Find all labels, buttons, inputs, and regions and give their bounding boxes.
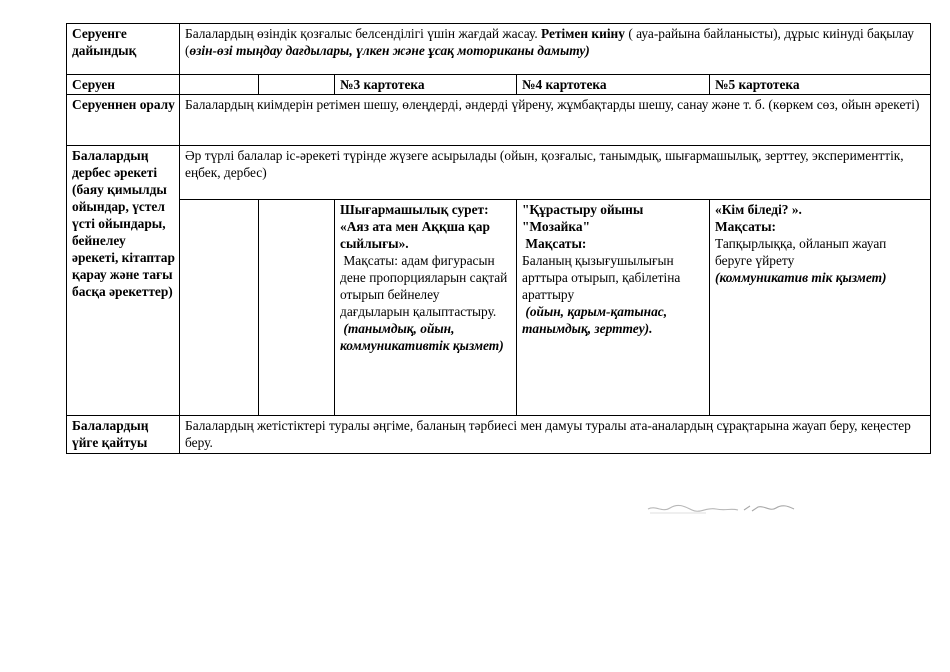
walk-preparation-text: [180, 24, 931, 75]
card-5-label: №5 картотека: [710, 75, 931, 95]
activity-1-title: Шығармашылық сурет: «Аяз ата мен Аққша қар сыйлығы».: [340, 202, 490, 251]
activity-3-title: «Кім біледі? ».: [715, 202, 802, 217]
independent-activity-label: Балалардың дербес әрекеті (баяу қимылды ойындар, үстел үсті ойындары, бейнелеу әрекеті, кітаптар қарау және тағы басқа әрекеттер): [67, 146, 180, 416]
row-return: [67, 95, 931, 146]
activity-3-tags: (коммуникатив тік қызмет): [715, 270, 887, 285]
row-walk: [67, 75, 931, 95]
walk-empty-cell: [180, 75, 259, 95]
row-going-home: [67, 416, 931, 454]
activity-2-tags: (ойын, қарым-қатынас, танымдық, зерттеу).: [522, 304, 668, 336]
row-independent-activity: [67, 146, 931, 200]
prep-text-part: Балалардың өзіндік қозғалыс белсенділігі үшін жағдай жасау.: [185, 26, 542, 41]
activity-2-title: "Құрастыру ойыны "Мозайка": [522, 202, 644, 234]
going-home-label: Балалардың үйге қайтуы: [67, 416, 180, 454]
activity-3-goal-label: Мақсаты:: [715, 219, 776, 234]
return-label: Серуеннен оралу: [67, 95, 180, 146]
activity-1-goal: адам фигурасын дене пропорцияларын сақтай отырып бейнелеу дағдыларын қалыптастыру.: [340, 253, 508, 319]
activity-1-cell: [335, 200, 517, 416]
activity-1-goal-label: Мақсаты:: [343, 253, 398, 268]
activity-3-cell: [710, 200, 931, 416]
return-text: Балалардың киімдерін ретімен шешу, өлеңдерді, әндерді үйрену, жұмбақтарды шешу, санау және т. б. (көркем сөз, ойын әрекеті): [180, 95, 931, 146]
prep-text-part: ( ауа-райына байланысты), дұрыс киінуді бақылау (: [185, 26, 914, 58]
row-walk-preparation: [67, 24, 931, 75]
walk-empty-cell: [259, 75, 335, 95]
row-activities: [67, 200, 931, 416]
activity-empty-cell: [180, 200, 259, 416]
card-4-label: №4 картотека: [517, 75, 710, 95]
going-home-text: Балалардың жетістіктері туралы әңгіме, баланың тәрбиесі мен дамуы туралы ата-аналардың сұрақтарына жауап беру, кеңестер беру.: [180, 416, 931, 454]
prep-text-bold: Ретімен киіну: [541, 26, 625, 41]
activity-1-tags: (танымдық, ойын, коммуникативтік қызмет): [340, 321, 504, 353]
activity-2-goal-label: Мақсаты:: [525, 236, 587, 251]
activity-2-goal: Баланың қызығушылығын арттыра отырып, қабілетіна араттыру: [522, 253, 681, 302]
signature-scribble: [646, 500, 796, 518]
walk-label: Серуен: [67, 75, 180, 95]
daily-plan-table: [66, 23, 931, 454]
card-3-label: №3 картотека: [335, 75, 517, 95]
independent-activity-text: Әр түрлі балалар іс-әрекеті түрінде жүзеге асырылады (ойын, қозғалыс, танымдық, шығармашылық, зерттеу, эксперименттік, еңбек, дербес): [180, 146, 931, 200]
walk-preparation-label: Серуенге дайындық: [67, 24, 180, 75]
activity-3-goal: Тапқырлыққа, ойланып жауап беруге үйрету: [715, 236, 887, 268]
activity-empty-cell: [259, 200, 335, 416]
prep-text-italic: өзін-өзі тыңдау дағдылары, үлкен және ұсақ моториканы дамыту): [189, 43, 590, 58]
activity-2-cell: [517, 200, 710, 416]
